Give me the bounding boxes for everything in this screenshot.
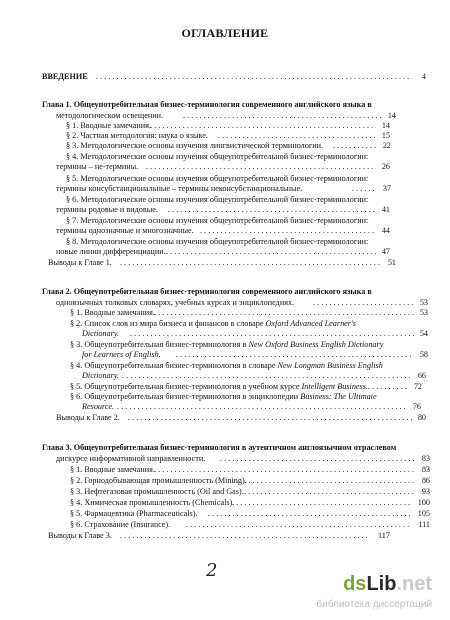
toc-section-label[interactable]: § 1. Вводные замечания. <box>66 121 151 130</box>
chapter-heading-line[interactable]: Глава 1. Общеупотребительная бизнес-терминология современного английского языка в <box>42 100 372 109</box>
toc-section-label[interactable]: § 2. Список слов из мира бизнеса и финансов в словаре Oxford Advanced Learner's <box>70 319 356 328</box>
toc-section-label[interactable]: § 4. Методологические основы изучения общеупотребительной бизнес-терминологии: <box>66 152 369 161</box>
page-title: ОГЛАВЛЕНИЕ <box>181 26 269 40</box>
toc-section-label[interactable]: термины – не-термины. <box>56 162 139 171</box>
toc-section-label[interactable]: § 2. Горнодобывающая промышленность (Mining). <box>70 476 247 485</box>
toc-page-number: 66 <box>417 371 426 380</box>
dot-leader <box>168 205 376 215</box>
dot-leader <box>218 131 376 141</box>
dot-leader <box>186 520 410 530</box>
toc-section-label[interactable]: § 4. Химическая промышленность (Chemicals). <box>70 498 235 507</box>
toc-section-label[interactable]: § 2. Частная методология: наука о языке. <box>66 131 208 140</box>
toc-section-label[interactable]: § 6. Методологические основы изучения общеупотребительной бизнес-терминологии: <box>66 195 369 204</box>
toc-section-label[interactable]: § 6. Общеупотребительная бизнес-терминология в энциклопедии Business: The Ultimate <box>70 392 377 401</box>
dot-leader <box>220 454 416 464</box>
dot-leader <box>130 329 414 339</box>
toc-page-number: 80 <box>417 413 426 422</box>
toc-section-label[interactable]: § 3. Общеупотребительная бизнес-терминология в New Oxford Business English Dictionary <box>70 340 384 349</box>
dot-leader <box>368 382 408 392</box>
dot-leader <box>244 487 416 497</box>
toc-conclusion-label[interactable]: Выводы к Главе 1. <box>48 258 112 267</box>
toc-page-number: 41 <box>381 205 390 214</box>
toc-page-number: 100 <box>417 498 430 507</box>
toc-page-number: 105 <box>417 509 430 518</box>
toc-conclusion-label[interactable]: Выводы к Главе 3. <box>48 531 112 540</box>
toc-section-label[interactable]: § 4. Общеупотребительная бизнес-терминология в словаре New Longman Business English <box>70 361 383 370</box>
toc-page-number: 15 <box>381 131 390 140</box>
handwritten-page-number: 2 <box>206 560 218 581</box>
watermark-tagline: библиотека диссертаций <box>316 599 432 610</box>
toc-page-number: 111 <box>418 520 430 529</box>
dot-leader <box>313 298 414 308</box>
dot-leader <box>117 402 407 412</box>
toc-page-number: 47 <box>381 247 390 256</box>
toc-section-label[interactable]: новые линии дифференциации. <box>56 247 166 256</box>
toc-intro-page: 4 <box>421 72 426 81</box>
dot-leader <box>183 111 382 121</box>
toc-section-label[interactable]: термины родовые и видовые. <box>56 205 158 214</box>
toc-section-label[interactable]: § 3. Нефтегазовая промышленность (Oil and Gas). <box>70 487 244 496</box>
toc-page-number: 14 <box>381 121 390 130</box>
toc-section-label[interactable]: термины консубстанциональные – термины неконсубстанциональные. <box>56 184 303 193</box>
dot-leader <box>120 531 370 541</box>
toc-page-number: 117 <box>378 531 390 540</box>
dot-leader <box>128 413 412 423</box>
toc-page-number: 53 <box>419 298 428 307</box>
toc-page-number: 22 <box>382 141 391 150</box>
dot-leader <box>120 258 382 268</box>
toc-section-label[interactable]: Dictionary. <box>82 329 120 338</box>
dot-leader <box>166 247 376 257</box>
toc-section-label[interactable]: § 5. Фармацевтика (Pharmaceuticals). <box>70 509 198 518</box>
toc-section-label[interactable]: for Learners of English. <box>82 350 161 359</box>
toc-section-label[interactable]: § 6. Страхование (Insurance). <box>70 520 171 529</box>
toc-section-label[interactable]: Dictionary. <box>82 371 120 380</box>
toc-conclusion-label[interactable]: Выводы к Главе 2. <box>56 413 120 422</box>
toc-page-number: 54 <box>419 329 428 338</box>
dot-leader <box>208 509 410 519</box>
toc-section-label[interactable]: § 1. Вводные замечания. <box>70 465 155 474</box>
dslib-watermark <box>276 573 436 617</box>
chapter-heading-line[interactable]: методологическом освещении. <box>56 111 164 120</box>
dot-leader <box>146 162 376 172</box>
toc-page-number: 93 <box>421 487 430 496</box>
toc-section-label[interactable]: § 5. Общеупотребительная бизнес-терминология в учебном курсе Intelligent Business. <box>70 382 368 391</box>
toc-section-label[interactable]: Resource. <box>82 402 115 411</box>
dot-leader <box>176 350 414 360</box>
toc-section-label[interactable]: термины однозначные и многозначные. <box>56 226 194 235</box>
toc-page-number: 37 <box>382 184 391 193</box>
chapter-heading-line[interactable]: Глава 3. Общеупотребительная бизнес-терминология в аутентичном англоязычном отраслевом <box>42 443 397 452</box>
dot-leader <box>232 498 410 508</box>
dot-leader <box>200 226 376 236</box>
dot-leader <box>122 371 412 381</box>
chapter-heading-line[interactable]: Глава 2. Общеупотребительная бизнес-терминология современного английского языка в <box>42 287 372 296</box>
chapter-heading-line[interactable]: дискурсе информативной направленности. <box>56 454 206 463</box>
toc-page-number: 76 <box>412 402 421 411</box>
dot-leader <box>333 141 377 151</box>
toc-page-number: 44 <box>381 226 390 235</box>
dslib-logo: dsLib.net <box>343 573 432 595</box>
toc-intro-label[interactable]: ВВЕДЕНИЕ <box>42 72 88 81</box>
toc-page-number: 26 <box>381 162 390 171</box>
toc-page-number: 51 <box>387 258 396 267</box>
toc-section-label[interactable]: § 7. Методологические основы изучения общеупотребительной бизнес-терминологии: <box>66 216 369 225</box>
dot-leader <box>154 465 416 475</box>
toc-page-number: 83 <box>421 454 430 463</box>
dot-leader <box>352 184 377 194</box>
dot-leader <box>154 308 414 318</box>
toc-section-label[interactable]: § 5. Методологические основы изучения общеупотребительной бизнес-терминологии: <box>66 174 369 183</box>
toc-section-label[interactable]: § 8. Методологические основы изучения общеупотребительной бизнес-терминологии: <box>66 237 369 246</box>
chapter-heading-line[interactable]: одноязычных толковых словарях, учебных курсах и энциклопедиях. <box>56 298 295 307</box>
dot-leader <box>232 476 416 486</box>
dot-leader <box>150 121 376 131</box>
toc-page-number: 14 <box>387 111 396 120</box>
toc-page-number: 72 <box>413 382 422 391</box>
toc-section-label[interactable]: § 3. Методологические основы изучения лингвистической терминологии. <box>66 141 324 150</box>
toc-page-number: 86 <box>421 476 430 485</box>
toc-page-number: 83 <box>421 465 430 474</box>
toc-page-number: 58 <box>419 350 428 359</box>
toc-page-number: 53 <box>419 308 428 317</box>
dot-leader <box>96 72 412 82</box>
toc-section-label[interactable]: § 1. Вводные замечания. <box>70 308 155 317</box>
